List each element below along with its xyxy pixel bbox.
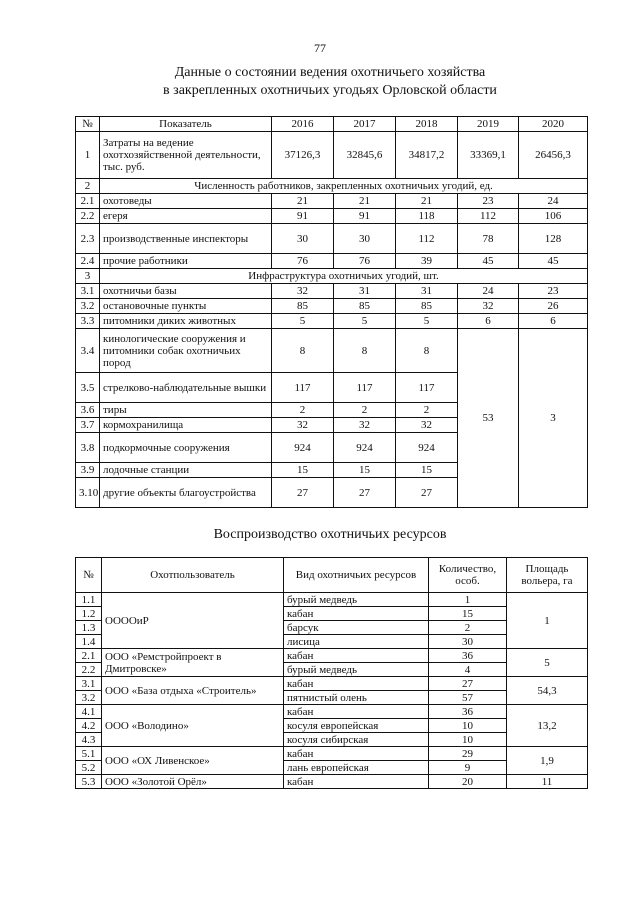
cell-2017: 91 xyxy=(334,209,396,224)
col-header: 2016 xyxy=(272,117,334,132)
species: лисица xyxy=(284,635,429,649)
cell-2016: 32 xyxy=(272,418,334,433)
row-number: 1.2 xyxy=(76,607,102,621)
row-label: кормохранилища xyxy=(100,418,272,433)
row-number: 1.4 xyxy=(76,635,102,649)
col-header: № xyxy=(76,117,100,132)
row-label: стрелково-наблюдательные вышки xyxy=(100,373,272,403)
species: бурый медведь xyxy=(284,663,429,677)
row-number: 5.3 xyxy=(76,775,102,789)
row-number: 3.1 xyxy=(76,284,100,299)
count: 4 xyxy=(429,663,507,677)
row-number: 3.5 xyxy=(76,373,100,403)
merged-cell-2020: 3 xyxy=(519,329,588,508)
row-number: 2.2 xyxy=(76,209,100,224)
col-header: Количество, особ. xyxy=(429,558,507,593)
species: косуля европейская xyxy=(284,719,429,733)
row-label: лодочные станции xyxy=(100,463,272,478)
count: 10 xyxy=(429,719,507,733)
species: косуля сибирская xyxy=(284,733,429,747)
cell-2016: 76 xyxy=(272,254,334,269)
cell-2016: 21 xyxy=(272,194,334,209)
cell-2016: 2 xyxy=(272,403,334,418)
count: 15 xyxy=(429,607,507,621)
table-row xyxy=(76,314,588,329)
count: 57 xyxy=(429,691,507,705)
table-row xyxy=(76,254,588,269)
enclosure-area: 1,9 xyxy=(507,747,588,775)
cell-2019: 24 xyxy=(458,284,519,299)
table-row xyxy=(76,194,588,209)
row-number: 2.1 xyxy=(76,649,102,663)
col-header: Показатель xyxy=(100,117,272,132)
row-number: 2.1 xyxy=(76,194,100,209)
cell-2018: 32 xyxy=(396,418,458,433)
cell-2017: 21 xyxy=(334,194,396,209)
cell-2020: 23 xyxy=(519,284,588,299)
col-header: 2019 xyxy=(458,117,519,132)
cell-2020: 6 xyxy=(519,314,588,329)
cell-2018: 15 xyxy=(396,463,458,478)
table-header-row xyxy=(76,558,588,593)
count: 36 xyxy=(429,649,507,663)
table-row xyxy=(76,284,588,299)
count: 2 xyxy=(429,621,507,635)
cell-2019: 45 xyxy=(458,254,519,269)
reproduction-table xyxy=(75,557,588,789)
section-row xyxy=(76,179,588,194)
cell-2018: 118 xyxy=(396,209,458,224)
cell-2018: 39 xyxy=(396,254,458,269)
cell-2017: 5 xyxy=(334,314,396,329)
document-title xyxy=(0,64,640,100)
cell-2017: 117 xyxy=(334,373,396,403)
hunting-user: ООО «Золотой Орёл» xyxy=(102,775,284,789)
table-row xyxy=(76,593,588,607)
species: кабан xyxy=(284,775,429,789)
cell-2017: 8 xyxy=(334,329,396,373)
hunting-stats-table xyxy=(75,116,588,508)
row-label: кинологические сооружения и питомники собак охотничьих пород xyxy=(100,329,272,373)
cell-2017: 2 xyxy=(334,403,396,418)
section-row xyxy=(76,269,588,284)
page-number: 77 xyxy=(314,41,326,55)
cell-2020: 128 xyxy=(519,224,588,254)
cell-2016: 91 xyxy=(272,209,334,224)
cell-2016: 27 xyxy=(272,478,334,508)
section-title: Численность работников, закрепленных охотничьих угодий, ед. xyxy=(100,179,588,194)
cell-2020: 26 xyxy=(519,299,588,314)
col-header: 2018 xyxy=(396,117,458,132)
row-number: 2.2 xyxy=(76,663,102,677)
table-row xyxy=(76,132,588,179)
species: кабан xyxy=(284,705,429,719)
row-number: 5.2 xyxy=(76,761,102,775)
row-number: 3.2 xyxy=(76,299,100,314)
cell-2018: 8 xyxy=(396,329,458,373)
count: 1 xyxy=(429,593,507,607)
cell-2016: 32 xyxy=(272,284,334,299)
row-label: Затраты на ведение охотхозяйственной деятельности, тыс. руб. xyxy=(100,132,272,179)
cell-2018: 31 xyxy=(396,284,458,299)
row-number: 2.4 xyxy=(76,254,100,269)
cell-2018: 117 xyxy=(396,373,458,403)
row-number: 2 xyxy=(76,179,100,194)
col-header: 2017 xyxy=(334,117,396,132)
cell-2018: 5 xyxy=(396,314,458,329)
cell-2020: 24 xyxy=(519,194,588,209)
cell-2017: 15 xyxy=(334,463,396,478)
cell-2018: 27 xyxy=(396,478,458,508)
cell-2017: 924 xyxy=(334,433,396,463)
col-header: № xyxy=(76,558,102,593)
cell-2016: 924 xyxy=(272,433,334,463)
species: кабан xyxy=(284,747,429,761)
row-number: 4.3 xyxy=(76,733,102,747)
col-header: Охотпользователь xyxy=(102,558,284,593)
species: кабан xyxy=(284,677,429,691)
enclosure-area: 11 xyxy=(507,775,588,789)
section-title: Инфраструктура охотничьих угодий, шт. xyxy=(100,269,588,284)
row-number: 4.1 xyxy=(76,705,102,719)
row-number: 3.4 xyxy=(76,329,100,373)
row-number: 1.3 xyxy=(76,621,102,635)
table-row xyxy=(76,705,588,719)
row-label: подкормочные сооружения xyxy=(100,433,272,463)
species: бурый медведь xyxy=(284,593,429,607)
table-row xyxy=(76,329,588,373)
cell-2018: 85 xyxy=(396,299,458,314)
count: 30 xyxy=(429,635,507,649)
count: 36 xyxy=(429,705,507,719)
row-number: 3 xyxy=(76,269,100,284)
row-label: остановочные пункты xyxy=(100,299,272,314)
count: 29 xyxy=(429,747,507,761)
count: 20 xyxy=(429,775,507,789)
col-header: 2020 xyxy=(519,117,588,132)
cell-2018: 21 xyxy=(396,194,458,209)
table-row xyxy=(76,209,588,224)
enclosure-area: 5 xyxy=(507,649,588,677)
cell-2019: 112 xyxy=(458,209,519,224)
species: кабан xyxy=(284,649,429,663)
row-number: 5.1 xyxy=(76,747,102,761)
cell-2017: 32 xyxy=(334,418,396,433)
enclosure-area: 54,3 xyxy=(507,677,588,705)
row-label: питомники диких животных xyxy=(100,314,272,329)
col-header: Вид охотничьих ресурсов xyxy=(284,558,429,593)
count: 10 xyxy=(429,733,507,747)
cell-2016: 15 xyxy=(272,463,334,478)
row-number: 3.2 xyxy=(76,691,102,705)
count: 27 xyxy=(429,677,507,691)
cell-2019: 6 xyxy=(458,314,519,329)
row-number: 1.1 xyxy=(76,593,102,607)
cell-2018: 2 xyxy=(396,403,458,418)
cell-2016: 85 xyxy=(272,299,334,314)
table-row xyxy=(76,649,588,663)
section-title-reproduction: Воспроизводство охотничьих ресурсов xyxy=(213,527,447,542)
row-label: егеря xyxy=(100,209,272,224)
cell-2020: 106 xyxy=(519,209,588,224)
table-row xyxy=(76,747,588,761)
cell-2016: 5 xyxy=(272,314,334,329)
cell-2016: 8 xyxy=(272,329,334,373)
row-label: охотоведы xyxy=(100,194,272,209)
cell-2020: 45 xyxy=(519,254,588,269)
row-number: 3.9 xyxy=(76,463,100,478)
cell-2017: 31 xyxy=(334,284,396,299)
hunting-user: ООО «Володино» xyxy=(102,705,284,747)
cell-2019: 23 xyxy=(458,194,519,209)
col-header: Площадь вольера, га xyxy=(507,558,588,593)
cell-2019: 33369,1 xyxy=(458,132,519,179)
row-label: другие объекты благоустройства xyxy=(100,478,272,508)
row-number: 3.1 xyxy=(76,677,102,691)
species: барсук xyxy=(284,621,429,635)
cell-2016: 37126,3 xyxy=(272,132,334,179)
table-row xyxy=(76,677,588,691)
row-label: тиры xyxy=(100,403,272,418)
cell-2019: 78 xyxy=(458,224,519,254)
row-number: 3.8 xyxy=(76,433,100,463)
cell-2016: 117 xyxy=(272,373,334,403)
title-line-2: в закрепленных охотничьих угодьях Орловской области xyxy=(163,83,497,98)
cell-2018: 112 xyxy=(396,224,458,254)
cell-2016: 30 xyxy=(272,224,334,254)
table-row xyxy=(76,224,588,254)
cell-2017: 30 xyxy=(334,224,396,254)
species: лань европейская xyxy=(284,761,429,775)
row-label: производственные инспекторы xyxy=(100,224,272,254)
cell-2018: 924 xyxy=(396,433,458,463)
merged-cell-2019: 53 xyxy=(458,329,519,508)
enclosure-area: 13,2 xyxy=(507,705,588,747)
table-row xyxy=(76,775,588,789)
row-number: 4.2 xyxy=(76,719,102,733)
cell-2020: 26456,3 xyxy=(519,132,588,179)
cell-2017: 27 xyxy=(334,478,396,508)
species: кабан xyxy=(284,607,429,621)
table-header-row xyxy=(76,117,588,132)
row-number: 3.6 xyxy=(76,403,100,418)
row-number: 3.7 xyxy=(76,418,100,433)
row-label: прочие работники xyxy=(100,254,272,269)
row-number: 1 xyxy=(76,132,100,179)
hunting-user: ООО «Ремстройпроект в Дмитровске» xyxy=(102,649,284,677)
hunting-user: ООО «База отдыха «Строитель» xyxy=(102,677,284,705)
hunting-user: ООО «ОХ Ливенское» xyxy=(102,747,284,775)
row-label: охотничьи базы xyxy=(100,284,272,299)
row-number: 2.3 xyxy=(76,224,100,254)
row-number: 3.3 xyxy=(76,314,100,329)
row-number: 3.10 xyxy=(76,478,100,508)
hunting-user: ООООиР xyxy=(102,593,284,649)
enclosure-area: 1 xyxy=(507,593,588,649)
cell-2018: 34817,2 xyxy=(396,132,458,179)
cell-2019: 32 xyxy=(458,299,519,314)
title-line-1: Данные о состоянии ведения охотничьего хозяйства xyxy=(174,65,486,80)
species: пятнистый олень xyxy=(284,691,429,705)
cell-2017: 76 xyxy=(334,254,396,269)
cell-2017: 85 xyxy=(334,299,396,314)
cell-2017: 32845,6 xyxy=(334,132,396,179)
table-row xyxy=(76,299,588,314)
count: 9 xyxy=(429,761,507,775)
